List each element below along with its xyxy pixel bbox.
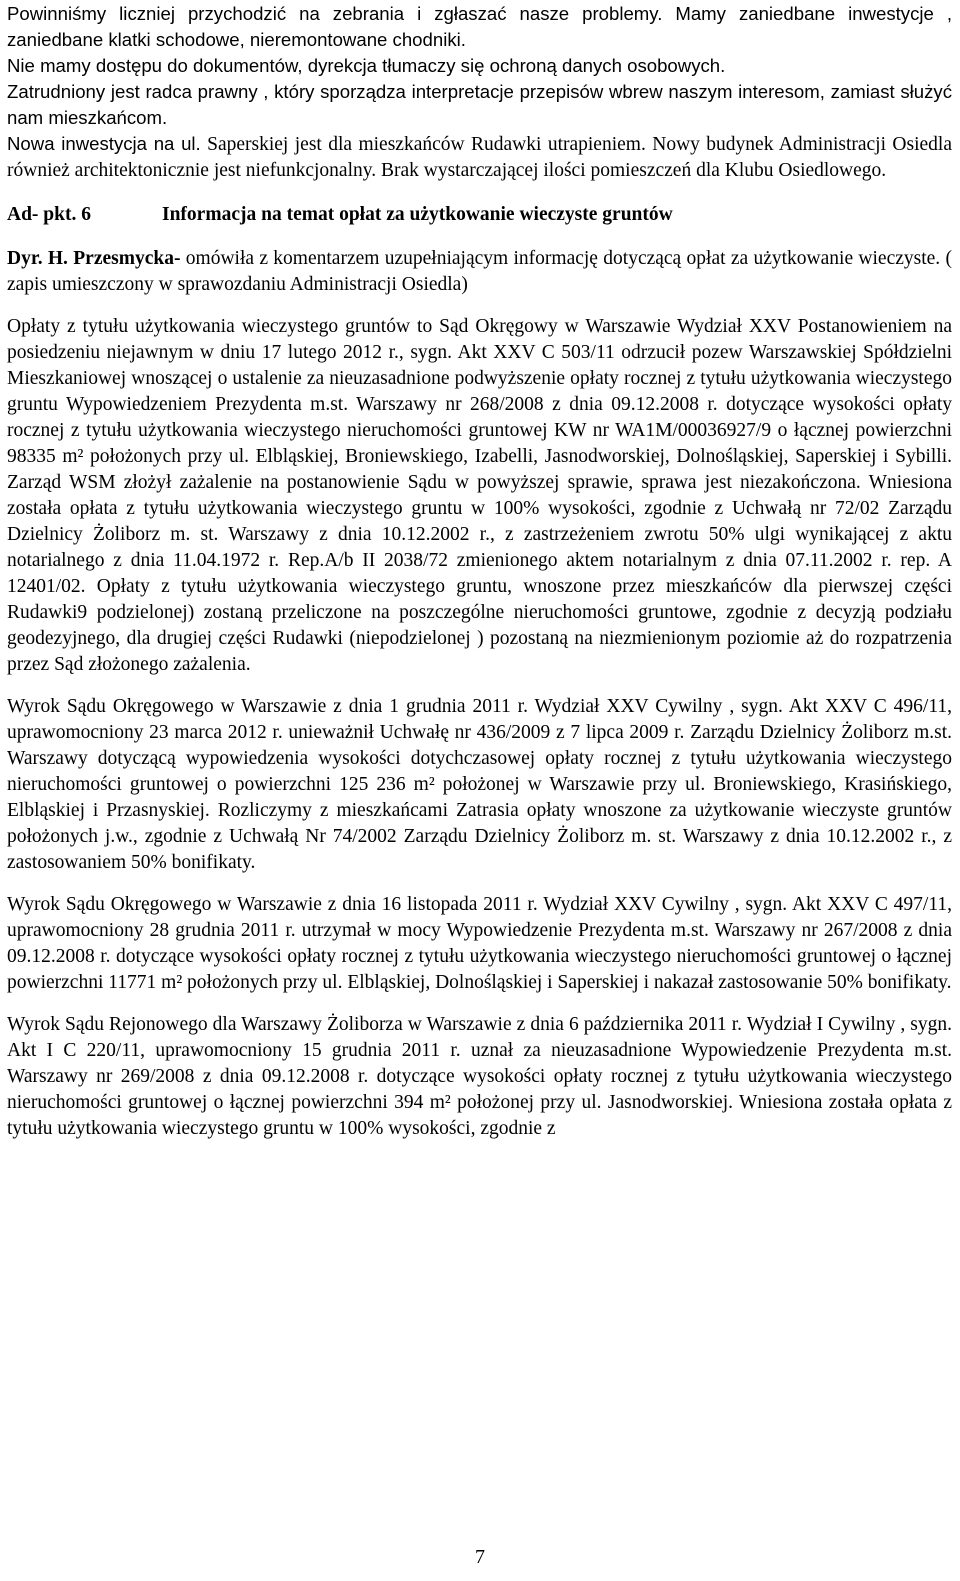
body-paragraph-2: Wyrok Sądu Okręgowego w Warszawie z dnia 1 grudnia 2011 r. Wydział XXV Cywilny , sygn. Akt XXV C 496/11, uprawomocniony 23 marca 2012 r. unieważnił Uchwałę nr 436/2009 z 7 lipca 2009 r. Zarządu Dzielnicy Żoliborz m.st. Warszawy dotyczącą wypowiedzenia wysokości dotychczasowej opłaty rocznej z tytułu użytkowania wieczystego nieruchomości gruntowej o powierzchni 125 236 m² położonej w Warszawie przy ul. Broniewskiego, Krasińskiego, Elbląskiej i Przasnyskiej. Rozliczymy z mieszkańcami Zatrasia opłaty wnoszone za użytkowanie wieczyste gruntów położonych j.w., zgodnie z Uchwałą Nr 74/2002 Zarządu Dzielnicy Żoliborz m. st. Warszawy z dnia 10.12.2002 r., z zastosowaniem 50% bonifikaty.	[7, 696, 952, 873]
body-paragraph-1: Opłaty z tytułu użytkowania wieczystego gruntów to Sąd Okręgowy w Warszawie Wydział XXV Postanowieniem na posiedzeniu niejawnym w dniu 17 lutego 2012 r., sygn. Akt XXV C 503/11 odrzucił pozew Warszawskiej Spółdzielni Mieszkaniowej wnoszącej o ustalenie za nieuzasadnione podwyższenie opłaty rocznej z tytułu użytkowania wieczystego gruntu Wypowiedzeniem Prezydenta m.st. Warszawy nr 268/2008 z dnia 09.12.2008 r. dotyczące wysokości opłaty rocznej z tytułu użytkowania wieczystego nieruchomości gruntowej KW nr WA1M/00036927/9 o łącznej powierzchni 98335 m² położonych przy ul. Elbląskiej, Broniewskiego, Izabelli, Jasnodworskiej, Dolnośląskiej, Saperskiej i Sybilli. Zarząd WSM złożył zażalenie na postanowienie Sądu w powyższej sprawie, sprawa jest niezakończona. Wniesiona została opłata z tytułu użytkowania wieczystego gruntu w 100% wysokości, zgodnie z Uchwałą nr 72/02 Zarządu Dzielnicy Żoliborz m. st. Warszawy z dnia 10.12.2002 r., z zastrzeżeniem zwrotu 50% ulgi wynikającej z aktu notarialnego z dnia 11.04.1972 r. Rep.A/b II 2038/72 zmienionego aktem notarialnym z dnia 07.11.2002 r. rep. A 12401/02. Opłaty z tytułu użytkowania wieczystego gruntu, wnoszone przez mieszkańców dla pierwszej części Rudawki9 podzielonej) zostaną przeliczone na poszczególne nieruchomości gruntowe, zgodnie z decyzją podziału geodezyjnego, dla drugiej części Rudawki (niepodzielonej ) pozostaną na niezmienionym poziomie aż do rozpatrzenia przez Sąd złożonego zażalenia.	[7, 316, 952, 675]
speaker-text: omówiła z komentarzem uzupełniającym informację dotyczącą opłat za użytkowanie wieczyste. ( zapis umieszczony w sprawozdaniu Administracji Osiedla)	[7, 248, 952, 295]
agenda-heading	[7, 202, 952, 228]
intro-paragraph-4-rest: Saperskiej jest dla mieszkańców Rudawki utrapieniem. Nowy budynek Administracji Osiedla również architektonicznie jest niefunkcjonalny. Brak wystarczającej ilości pomieszczeń dla Klubu Osiedlowego.	[7, 134, 952, 181]
agenda-number: Ad- pkt. 6	[7, 204, 91, 225]
intro-paragraph-4	[7, 131, 952, 184]
body-paragraph-4: Wyrok Sądu Rejonowego dla Warszawy Żoliborza w Warszawie z dnia 6 października 2011 r. Wydział I Cywilny , sygn. Akt I C 220/11, uprawomocniony 15 grudnia 2011 r. uznał za nieuzasadnione Wypowiedzenie Prezydenta m.st. Warszawy nr 269/2008 z dnia 09.12.2008 r. dotyczące wysokości opłaty rocznej z tytułu użytkowania wieczystego nieruchomości gruntowej o łącznej powierzchni 394 m² położonej przy ul. Jasnodworskiej. Wniesiona została opłata z tytułu użytkowania wieczystego gruntu w 100% wysokości, zgodnie z	[7, 1014, 952, 1139]
intro-paragraph-2: Nie mamy dostępu do dokumentów, dyrekcja tłumaczy się ochroną danych osobowych.	[7, 55, 726, 76]
intro-paragraph-1: Powinniśmy liczniej przychodzić na zebrania i zgłaszać nasze problemy. Mamy zaniedbane inwestycje , zaniedbane klatki schodowe, nieremontowane chodniki.	[7, 3, 952, 50]
page-number: 7	[475, 1546, 485, 1568]
intro-paragraph-3: Zatrudniony jest radca prawny , który sporządza interpretacje przepisów wbrew naszym interesom, zamiast służyć nam mieszkańcom.	[7, 81, 952, 128]
intro-paragraph-4-lead: Nowa inwestycja na ul.	[7, 133, 201, 154]
speaker-name: Dyr. H. Przesmycka-	[7, 248, 181, 269]
speaker-paragraph	[7, 246, 952, 298]
body-paragraph-3: Wyrok Sądu Okręgowego w Warszawie z dnia 16 listopada 2011 r. Wydział XXV Cywilny , sygn. Akt XXV C 497/11, uprawomocniony 28 grudnia 2011 r. utrzymał w mocy Wypowiedzenie Prezydenta m.st. Warszawy nr 267/2008 z dnia 09.12.2008 r. dotyczące wysokości opłaty rocznej z tytułu użytkowania wieczystego nieruchomości gruntowej o łącznej powierzchni 11771 m² położonych przy ul. Elbląskiej, Dolnośląskiej i Saperskiej i nakazał zastosowanie 50% bonifikaty.	[7, 894, 952, 993]
agenda-title: Informacja na temat opłat za użytkowanie wieczyste gruntów	[162, 204, 673, 225]
